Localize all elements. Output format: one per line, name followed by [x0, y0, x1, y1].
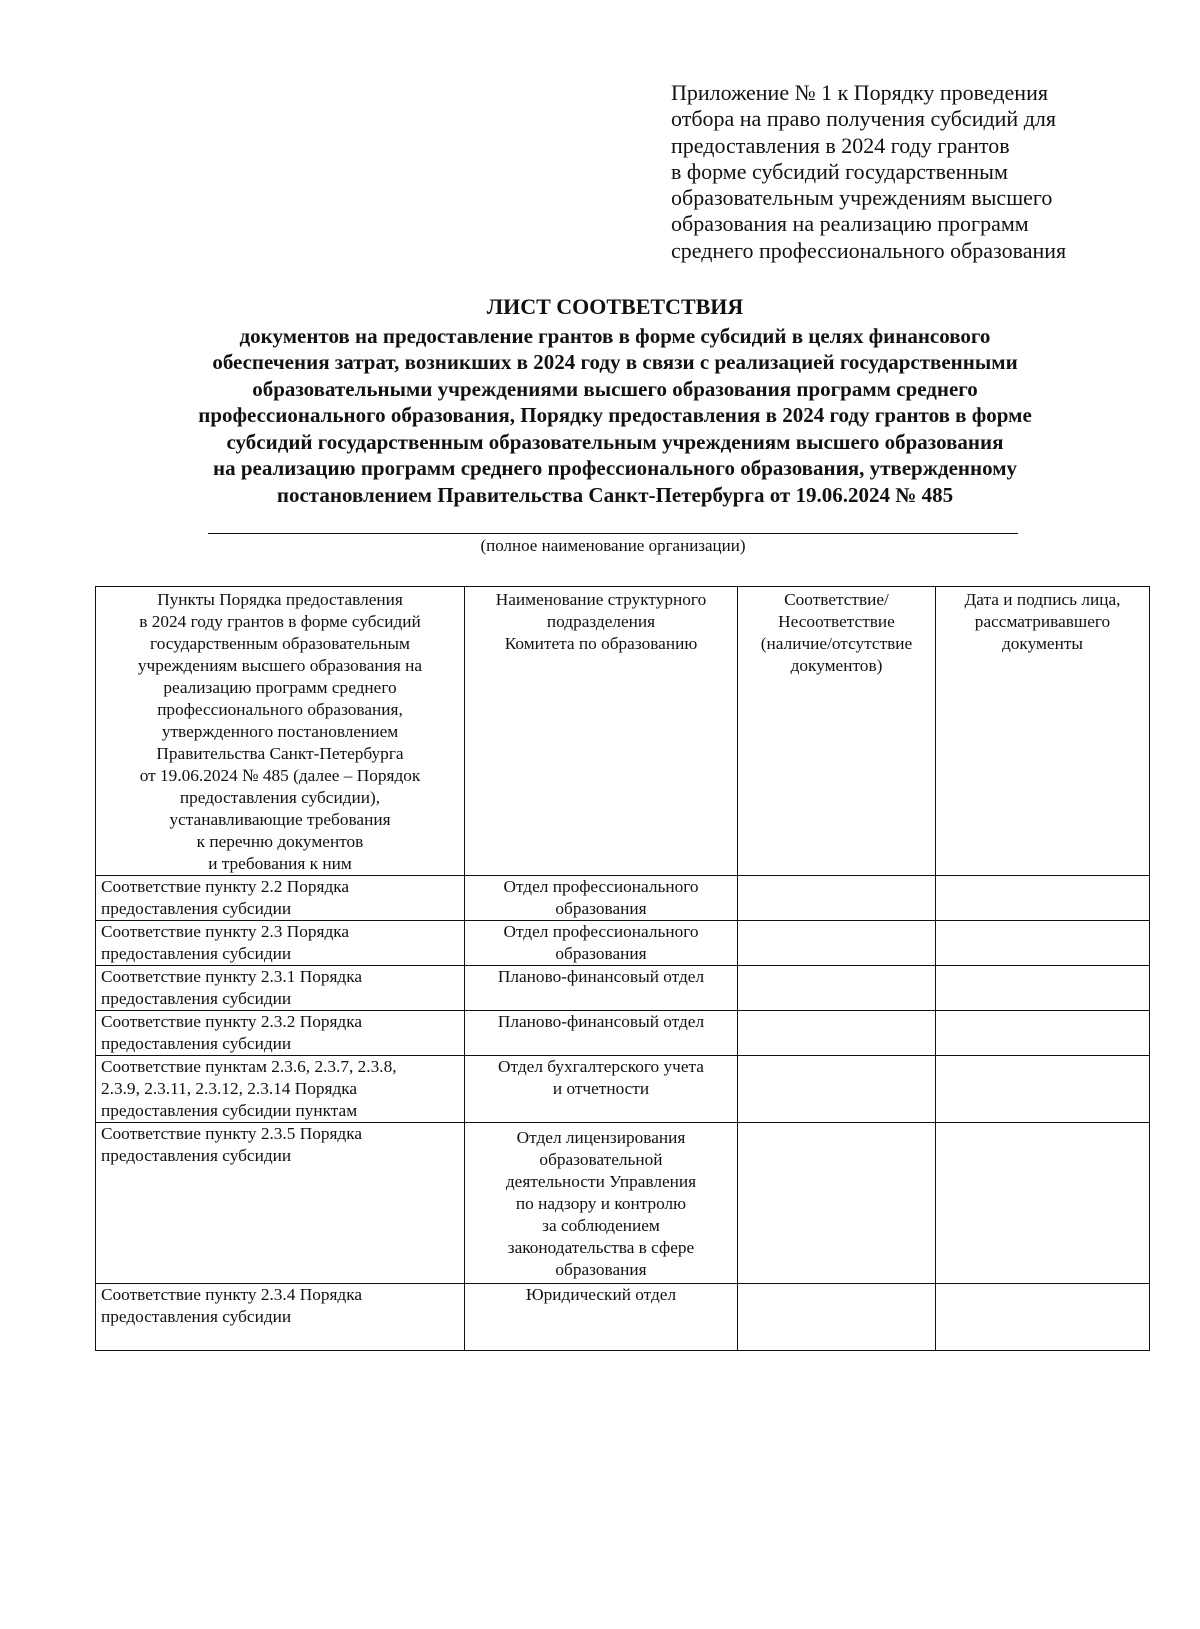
appendix-line: отбора на право получения субсидий для: [671, 106, 1056, 132]
appendix-line: предоставления в 2024 году грантов: [671, 132, 1010, 158]
table-row: [96, 921, 1150, 966]
document-title: ЛИСТ СООТВЕТСТВИЯ: [486, 294, 744, 319]
department-cell: Отдел лицензирования образовательной деятельности Управления по надзору и контролю за соблюдением законодательства в сфере образования: [465, 1123, 738, 1284]
title-subtitle-line: образовательными учреждениями высшего образования программ среднего: [252, 376, 978, 401]
table-row: [96, 876, 1150, 921]
criterion-cell: Соответствие пункту 2.3.5 Порядка предоставления субсидии: [96, 1123, 465, 1284]
compliance-cell[interactable]: [738, 876, 936, 921]
signature-cell[interactable]: [936, 1011, 1150, 1056]
table-row: [96, 1123, 1150, 1284]
department-cell: Отдел профессионального образования: [465, 921, 738, 966]
signature-cell[interactable]: [936, 966, 1150, 1011]
title-subtitle-line: профессионального образования, Порядку предоставления в 2024 году грантов в форме: [198, 403, 1032, 427]
appendix-line: образования на реализацию программ: [671, 211, 1029, 237]
table-row: [96, 1056, 1150, 1123]
compliance-cell[interactable]: [738, 1011, 936, 1056]
title-subtitle-line: субсидий государственным образовательным учреждениям высшего образования: [226, 429, 1004, 454]
signature-cell[interactable]: [936, 921, 1150, 966]
appendix-line: образовательным учреждениям высшего: [671, 185, 1053, 211]
compliance-cell[interactable]: [738, 1123, 936, 1284]
department-cell: Планово-финансовый отдел: [465, 1011, 738, 1056]
criterion-cell: Соответствие пункту 2.3.2 Порядка предоставления субсидии: [96, 1011, 465, 1056]
compliance-cell[interactable]: [738, 1056, 936, 1123]
organization-name-blank-line[interactable]: [208, 533, 1018, 534]
title-subtitle-line: на реализацию программ среднего профессионального образования, утвержденному: [212, 456, 1018, 480]
compliance-table: [95, 586, 1150, 1351]
header-order-items: Пункты Порядка предоставления в 2024 году грантов в форме субсидий государственным образовательным учреждениям высшего образования на реализацию программ среднего профессионального образования, утвержденного постановлением Правительства Санкт-Петербурга от 19.06.2024 № 485 (далее – Порядок предоставления субсидии), устанавливающие требования к перечню документов и требования к ним: [96, 587, 465, 876]
compliance-cell[interactable]: [738, 966, 936, 1011]
organization-name-caption: (полное наименование организации): [480, 536, 746, 555]
document-title-block: [80, 294, 1150, 508]
criterion-cell: Соответствие пункту 2.3.1 Порядка предоставления субсидии: [96, 966, 465, 1011]
table-header-row: [96, 587, 1150, 876]
appendix-line: Приложение № 1 к Порядку проведения: [671, 80, 1048, 105]
title-subtitle-line: документов на предоставление грантов в форме субсидий в целях финансового: [239, 323, 991, 348]
table-row: [96, 1011, 1150, 1056]
criterion-cell: Соответствие пункту 2.3.4 Порядка предоставления субсидии: [96, 1284, 465, 1351]
compliance-cell[interactable]: [738, 1284, 936, 1351]
title-subtitle-line: обеспечения затрат, возникших в 2024 году в связи с реализацией государственными: [212, 350, 1018, 374]
department-cell: Юридический отдел: [465, 1284, 738, 1351]
department-cell: Отдел профессионального образования: [465, 876, 738, 921]
signature-cell[interactable]: [936, 1056, 1150, 1123]
table-row: [96, 966, 1150, 1011]
compliance-cell[interactable]: [738, 921, 936, 966]
table-row: [96, 1284, 1150, 1351]
signature-cell[interactable]: [936, 876, 1150, 921]
department-cell: Планово-финансовый отдел: [465, 966, 738, 1011]
header-signature: Дата и подпись лица, рассматривавшего документы: [936, 587, 1150, 876]
criterion-cell: Соответствие пункту 2.3 Порядка предоставления субсидии: [96, 921, 465, 966]
appendix-line: в форме субсидий государственным: [671, 158, 1008, 184]
header-department: Наименование структурного подразделения Комитета по образованию: [465, 587, 738, 876]
appendix-reference: [671, 80, 1141, 264]
signature-cell[interactable]: [936, 1284, 1150, 1351]
header-compliance: Соответствие/ Несоответствие (наличие/отсутствие документов): [738, 587, 936, 876]
appendix-line: среднего профессионального образования: [671, 237, 1067, 263]
department-cell: Отдел бухгалтерского учета и отчетности: [465, 1056, 738, 1123]
criterion-cell: Соответствие пунктам 2.3.6, 2.3.7, 2.3.8, 2.3.9, 2.3.11, 2.3.12, 2.3.14 Порядка предоставления субсидии пунктам: [96, 1056, 465, 1123]
criterion-cell: Соответствие пункту 2.2 Порядка предоставления субсидии: [96, 876, 465, 921]
signature-cell[interactable]: [936, 1123, 1150, 1284]
title-subtitle-line: постановлением Правительства Санкт-Петербурга от 19.06.2024 № 485: [276, 482, 954, 507]
